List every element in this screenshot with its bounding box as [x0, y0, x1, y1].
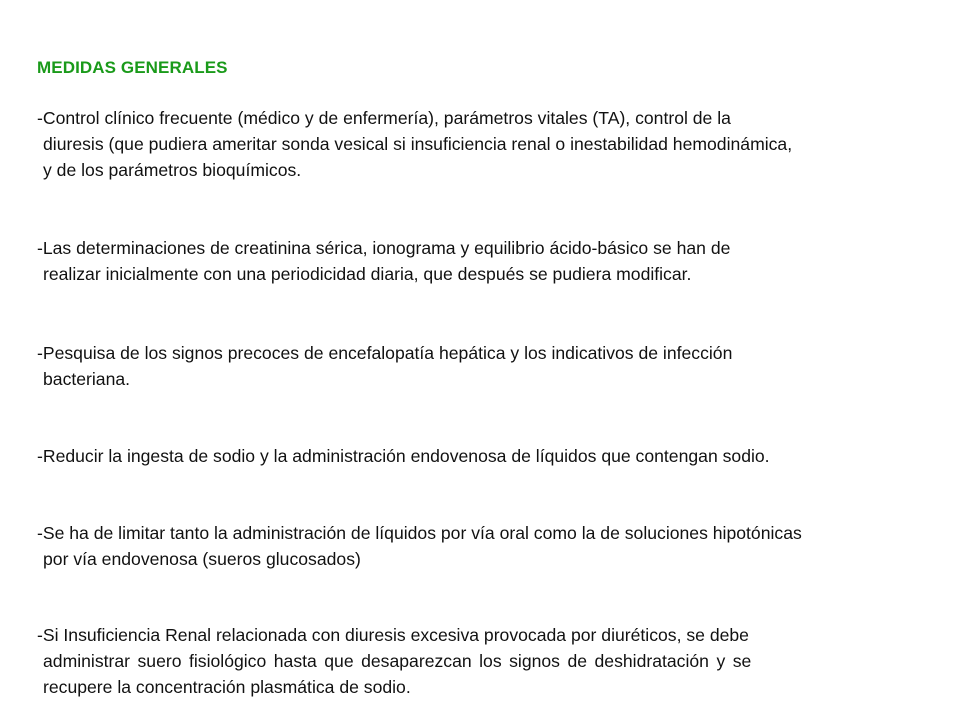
paragraph-control-clinico: [37, 105, 960, 183]
paragraph-line: -Las determinaciones de creatinina sérica, ionograma y equilibrio ácido-básico se han de: [37, 238, 731, 258]
paragraph-line: bacteriana.: [43, 369, 131, 389]
paragraph-determinaciones: [37, 235, 960, 287]
paragraph-limitar-liquidos: [37, 520, 960, 572]
paragraph-line: -Pesquisa de los signos precoces de encefalopatía hepática y los indicativos de infección: [37, 343, 733, 363]
paragraph-line: recupere la concentración plasmática de sodio.: [43, 677, 411, 697]
paragraph-insuficiencia-renal: [37, 622, 960, 700]
paragraph-reducir-sodio: [37, 443, 960, 469]
paragraph-line: -Control clínico frecuente (médico y de enfermería), parámetros vitales (TA), control de la: [37, 108, 731, 128]
paragraph-line: -Reducir la ingesta de sodio y la administración endovenosa de líquidos que contengan sodio.: [37, 446, 770, 466]
paragraph-line: por vía endovenosa (sueros glucosados): [43, 549, 361, 569]
paragraph-line: administrar suero fisiológico hasta que desaparezcan los signos de deshidratación y se: [43, 651, 752, 671]
paragraph-pesquisa: [37, 340, 960, 392]
paragraph-line: diuresis (que pudiera ameritar sonda vesical si insuficiencia renal o inestabilidad hemodinámica,: [43, 134, 793, 154]
paragraph-line: realizar inicialmente con una periodicidad diaria, que después se pudiera modificar.: [43, 264, 692, 284]
paragraph-line: y de los parámetros bioquímicos.: [43, 160, 302, 180]
paragraph-line: -Se ha de limitar tanto la administración de líquidos por vía oral como la de soluciones hipotónicas: [37, 523, 802, 543]
slide-title: MEDIDAS GENERALES: [37, 58, 228, 77]
paragraph-line: -Si Insuficiencia Renal relacionada con diuresis excesiva provocada por diuréticos, se debe: [37, 625, 749, 645]
